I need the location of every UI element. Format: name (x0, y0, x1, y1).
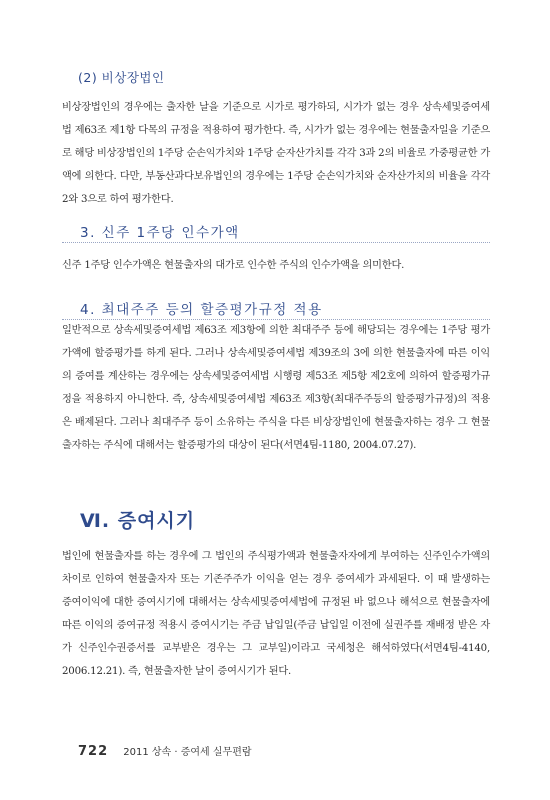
section-3-paragraph: 신주 1주당 인수가액은 현물출자의 대가로 인수한 주식의 인수가액을 의미한다. (62, 260, 405, 271)
subsection-paragraph: 비상장법인의 경우에는 출자한 날을 기준으로 시가로 평가하되, 시가가 없는 경우 상속세및증여세법 제63조 제1항 다목의 규정을 적용하여 평가한다. 즉, 시가가 없는 경우에는 현물출자일을 기준으로 해당 비상장법인의 1주당 순손익가치와 1주당 순자산가치를 각각 3과 2의 비율로 가중평균한 가액에 의한다. 다만, 부동산과다보유법인의 경우에는 1주당 순손익가치와 순자산가치의 비율을 각각 2와 3으로 하여 평가한다. (62, 102, 490, 205)
chapter-heading: Ⅵ. 증여시기 (80, 510, 196, 532)
page-footer (78, 740, 252, 759)
subsection-heading: (2) 비상장법인 (78, 70, 165, 85)
chapter-paragraph: 법인에 현물출자를 하는 경우에 그 법인의 주식평가액과 현물출자자에게 부여하는 신주인수가액의 차이로 인하여 현물출자자 또는 기존주주가 이익을 얻는 경우 증여세가 과세된다. 이 때 발생하는 증여이익에 대한 증여시기에 대해서는 상속세및증여세법에 규정된 바 없으나 해석으로 현물출자에 따른 이익의 증여규정 적용시 증여시기는 주금 납입일(주금 납입일 이전에 실권주를 재배정 받은 자가 신주인수권증서를 교부받은 경우는 그 교부일)이라고 국세청은 해석하였다(서면4팀-4140, 2006.12.21). 즉, 현물출자한 날이 증여시기가 된다. (62, 551, 490, 677)
section-4-paragraph: 일반적으로 상속세및증여세법 제63조 제3항에 의한 최대주주 등에 해당되는 경우에는 1주당 평가가액에 할증평가를 하게 된다. 그러나 상속세및증여세법 제39조의 3에 의한 현물출자에 따른 이익의 증여를 계산하는 경우에는 상속세및증여세법 시행령 제53조 제5항 제2호에 의하여 할증평가규정을 적용하지 아니한다. 즉, 상속세및증여세법 제63조 제3항(최대주주등의 할증평가규정)의 적용은 배제된다. 그러나 최대주주 등이 소유하는 주식을 다른 비상장법인에 현물출자하는 경우 그 현물출자하는 주식에 대해서는 할증평가의 대상이 된다(서면4팀-1180, 2004.07.27). (62, 325, 490, 451)
page-number: 722 (78, 744, 109, 759)
section-4-heading: 4. 최대주주 등의 할증평가규정 적용 (80, 302, 323, 318)
book-title: 2011 상속 · 증여세 실무편람 (123, 747, 252, 758)
section-3-heading: 3. 신주 1주당 인수가액 (80, 225, 240, 241)
section-3-divider (62, 242, 490, 243)
